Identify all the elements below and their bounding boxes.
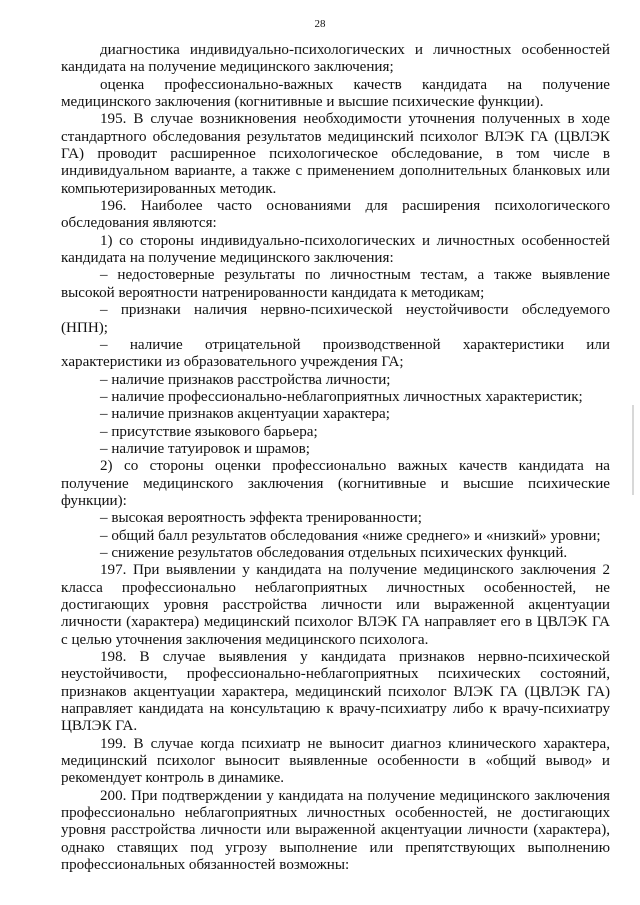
document-body <box>61 42 610 875</box>
list-subitem: – наличие признаков акцентуации характера; <box>100 406 390 423</box>
list-subitem: – наличие отрицательной производственной характеристики или характеристики из образовательного учреждения ГА; <box>61 336 610 371</box>
paragraph-assessment: оценка профессионально-важных качеств кандидата на получение медицинского заключения (когнитивные и высшие психические функции). <box>61 76 610 111</box>
paragraph-199: 199. В случае когда психиатр не выносит диагноз клинического характера, медицинский психолог выносит выявленные особенности в «общий вывод» и рекомендует контроль в динамике. <box>61 735 610 787</box>
paragraph-195: 195. В случае возникновения необходимости уточнения полученных в ходе стандартного обследования результатов медицинский психолог ВЛЭК ГА (ЦВЛЭК ГА) проводит расширенное психологическое обследование, в том числе в индивидуальном варианте, а также с применением дополнительных бланковых или компьютеризированных методик. <box>61 111 610 197</box>
page-number: 28 <box>314 18 326 30</box>
paragraph-diagnostics: диагностика индивидуально-психологических и личностных особенностей кандидата на получение медицинского заключения; <box>61 42 610 76</box>
paragraph-198: 198. В случае выявления у кандидата признаков нервно-психической неустойчивости, профессионально-неблагоприятных психических состояний, признаков акцентуации характера, медицинский психолог ВЛЭК ГА (ЦВЛЭК ГА) направляет кандидата на консультацию к врачу-психиатру либо к врачу-психиатру ЦВЛЭК ГА. <box>61 649 610 735</box>
list-subitem: – наличие признаков расстройства личности; <box>100 371 391 388</box>
scan-edge-shadow <box>632 405 634 495</box>
list-subitem: – общий балл результатов обследования «ниже среднего» и «низкий» уровни; <box>100 527 601 544</box>
paragraph-197: 197. При выявлении у кандидата на получение медицинского заключения 2 класса профессионально неблагоприятных личностных особенностей, не достигающих уровня расстройства личности или выраженной акцентуации личности (характера) медицинский психолог ВЛЭК ГА направляет его в ЦВЛЭК ГА с целью уточнения заключения медицинского психолога. <box>61 562 610 648</box>
paragraph-196: 196. Наиболее часто основаниями для расширения психологического обследования являются: <box>61 198 610 232</box>
list-subitem: – снижение результатов обследования отдельных психических функций. <box>100 544 568 561</box>
list-subitem: – высокая вероятность эффекта тренированности; <box>100 510 422 527</box>
list-subitem: – присутствие языкового барьера; <box>100 423 318 440</box>
list-subitem: – наличие татуировок и шрамов; <box>100 440 311 457</box>
list-subitem: – признаки наличия нервно-психической неустойчивости обследуемого (НПН); <box>61 302 610 336</box>
list-subitem: – наличие профессионально-неблагоприятных личностных характеристик; <box>100 388 583 405</box>
list-item-2: 2) со стороны оценки профессионально важных качеств кандидата на получение медицинского заключения (когнитивные и высшие психические функции): <box>61 458 610 509</box>
list-item-1: 1) со стороны индивидуально-психологических и личностных особенностей кандидата на получение медицинского заключения: <box>61 232 610 267</box>
list-subitem: – недостоверные результаты по личностным тестам, а также выявление высокой вероятности натренированности кандидата к методикам; <box>61 267 610 301</box>
paragraph-200: 200. При подтверждении у кандидата на получение медицинского заключения профессионально неблагоприятных личностных особенностей, не достигающих уровня расстройства личности или выраженной акцентуации личности (характера), однако ставящих под угрозу выполнение или препятствующих выполнению профессиональных обязанностей возможны: <box>61 787 610 874</box>
